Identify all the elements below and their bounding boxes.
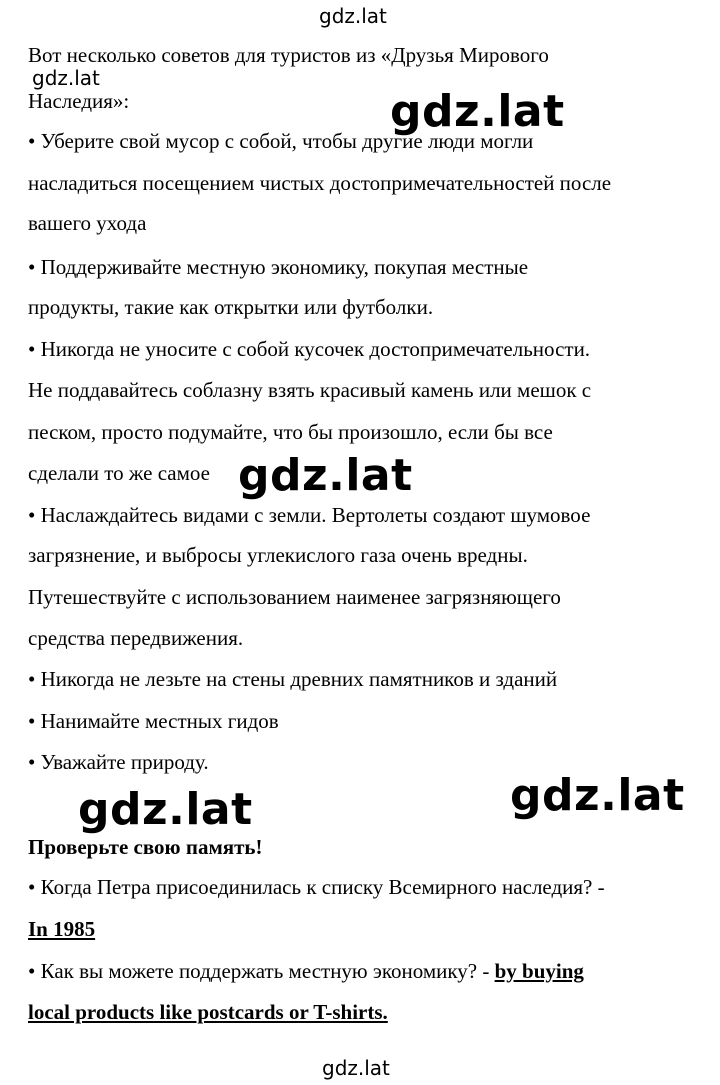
tip-3-line-2: Не поддавайтесь соблазну взять красивый камень или мешок с	[28, 378, 592, 402]
intro-line-1: Вот несколько советов для туристов из «Друзья Мирового	[28, 43, 549, 67]
tip-5: • Никогда не лезьте на стены древних памятников и зданий	[28, 667, 558, 691]
tip-1-line-1: • Уберите свой мусор с собой, чтобы другие люди могли	[28, 129, 534, 153]
tip-1-line-2: насладиться посещением чистых достопримечательностей после	[28, 171, 612, 195]
tip-2-line-2: продукты, такие как открытки или футболки.	[28, 295, 434, 319]
tip-3-line-4: сделали то же самое	[28, 461, 210, 485]
watermark-large: gdz.lat	[238, 450, 413, 501]
watermark-top: gdz.lat	[319, 4, 387, 28]
tip-4-line-1: • Наслаждайтесь видами с земли. Вертолеты создают шумовое	[28, 503, 591, 527]
tip-4-line-3: Путешествуйте с использованием наименее загрязняющего	[28, 585, 561, 609]
watermark-bottom: gdz.lat	[322, 1056, 390, 1080]
answer-1: In 1985	[28, 917, 96, 941]
watermark-large: gdz.lat	[78, 784, 253, 835]
tip-7: • Уважайте природу.	[28, 750, 209, 774]
answer-2-part-2: local products like postcards or T-shirts.	[28, 1000, 388, 1024]
question-2-text: • Как вы можете поддержать местную экономику? -	[28, 959, 495, 983]
tip-4-line-2: загрязнение, и выбросы углекислого газа очень вредны.	[28, 543, 528, 567]
answer-2-part-1: by buying	[494, 959, 584, 983]
tip-3-line-1: • Никогда не уносите с собой кусочек достопримечательности.	[28, 337, 591, 361]
question-1: • Когда Петра присоединилась к списку Всемирного наследия? -	[28, 875, 605, 899]
tip-4-line-4: средства передвижения.	[28, 626, 244, 650]
watermark-large: gdz.lat	[390, 86, 565, 137]
watermark-small: gdz.lat	[32, 66, 100, 90]
memory-heading: Проверьте свою память!	[28, 835, 263, 859]
intro-line-2: Наследия»:	[28, 89, 130, 113]
tip-2-line-1: • Поддерживайте местную экономику, покупая местные	[28, 255, 529, 279]
question-2	[28, 958, 584, 984]
watermark-large: gdz.lat	[510, 770, 685, 821]
tip-3-line-3: песком, просто подумайте, что бы произошло, если бы все	[28, 420, 553, 444]
tip-1-line-3: вашего ухода	[28, 211, 147, 235]
tip-6: • Нанимайте местных гидов	[28, 709, 279, 733]
